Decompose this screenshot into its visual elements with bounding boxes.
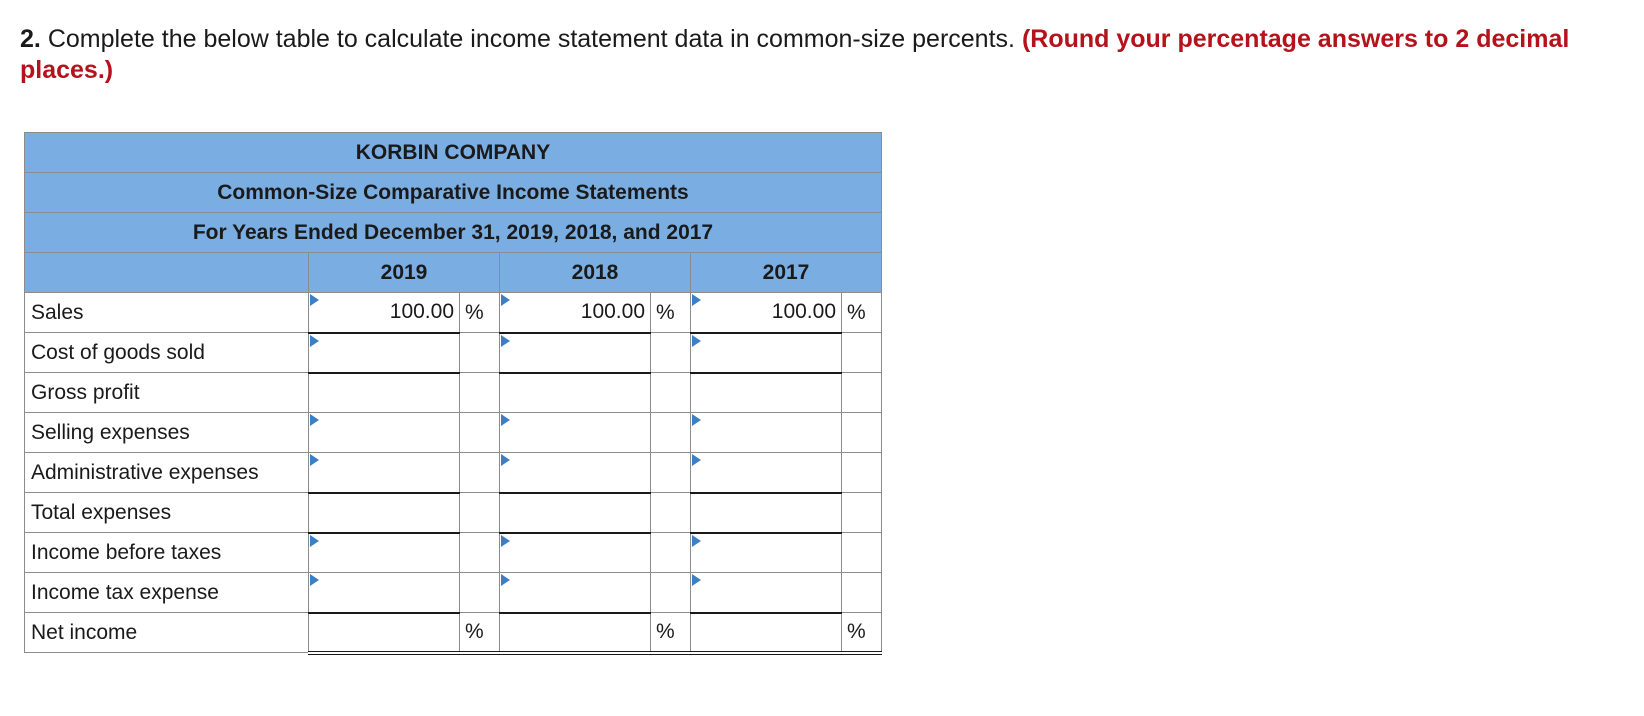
table-row: [25, 293, 882, 333]
gross-profit-2017-input[interactable]: [691, 373, 842, 413]
table-row: [25, 493, 882, 533]
cogs-2017-input[interactable]: [691, 333, 842, 373]
percent-cell: [651, 413, 691, 453]
cogs-2019-input[interactable]: [309, 333, 460, 373]
table-row: [25, 333, 882, 373]
flag-icon: [692, 535, 701, 547]
income-tax-expense-2018-input[interactable]: [500, 573, 651, 613]
net-income-2018-input[interactable]: [500, 613, 651, 653]
sales-2018-cell: [500, 293, 651, 333]
admin-expenses-2017-input[interactable]: [691, 453, 842, 493]
row-label-income-before-taxes: Income before taxes: [25, 533, 309, 573]
row-label-total-expenses: Total expenses: [25, 493, 309, 533]
percent-cell: [842, 453, 882, 493]
percent-sign: %: [651, 613, 691, 653]
flag-icon: [501, 335, 510, 347]
sales-2018-value: 100.00: [580, 300, 645, 324]
income-tax-expense-2017-input[interactable]: [691, 573, 842, 613]
row-label-administrative-expenses: Administrative expenses: [25, 453, 309, 493]
percent-cell: [460, 533, 500, 573]
percent-cell: [842, 533, 882, 573]
net-income-2019-input[interactable]: [309, 613, 460, 653]
percent-cell: [460, 493, 500, 533]
percent-sign: %: [651, 293, 691, 333]
statement-title: Common-Size Comparative Income Statements: [25, 173, 882, 213]
table-row: [25, 413, 882, 453]
flag-icon: [501, 535, 510, 547]
year-header-2017: 2017: [691, 253, 882, 293]
question-number: 2.: [20, 25, 41, 53]
income-before-taxes-2017-input[interactable]: [691, 533, 842, 573]
statement-period: For Years Ended December 31, 2019, 2018, and 2017: [25, 213, 882, 253]
flag-icon: [310, 335, 319, 347]
question-text: [20, 24, 1620, 86]
percent-cell: [651, 453, 691, 493]
percent-cell: [842, 413, 882, 453]
flag-icon: [692, 294, 701, 306]
flag-icon: [501, 574, 510, 586]
flag-icon: [501, 454, 510, 466]
income-tax-expense-2019-input[interactable]: [309, 573, 460, 613]
percent-cell: [651, 493, 691, 533]
row-label-gross-profit: Gross profit: [25, 373, 309, 413]
row-label-net-income: Net income: [25, 613, 309, 653]
percent-cell: [842, 373, 882, 413]
rounding-instruction: (Round your percentage answers to 2 decimal places.): [20, 25, 1570, 84]
selling-expenses-2019-input[interactable]: [309, 413, 460, 453]
selling-expenses-2017-input[interactable]: [691, 413, 842, 453]
common-size-income-statement-table: [24, 132, 882, 655]
flag-icon: [310, 535, 319, 547]
income-before-taxes-2019-input[interactable]: [309, 533, 460, 573]
year-header-2018: 2018: [500, 253, 691, 293]
flag-icon: [501, 294, 510, 306]
flag-icon: [692, 335, 701, 347]
flag-icon: [310, 574, 319, 586]
percent-cell: [842, 333, 882, 373]
flag-icon: [692, 574, 701, 586]
table-row: [25, 453, 882, 493]
percent-cell: [460, 453, 500, 493]
percent-cell: [842, 573, 882, 613]
percent-cell: [460, 413, 500, 453]
percent-sign: %: [842, 293, 882, 333]
flag-icon: [310, 294, 319, 306]
sales-2017-cell: [691, 293, 842, 333]
gross-profit-2018-input[interactable]: [500, 373, 651, 413]
total-expenses-2018-input[interactable]: [500, 493, 651, 533]
net-income-2017-input[interactable]: [691, 613, 842, 653]
percent-sign: %: [460, 613, 500, 653]
table-row: [25, 533, 882, 573]
company-name: KORBIN COMPANY: [25, 133, 882, 173]
percent-cell: [651, 573, 691, 613]
sales-2017-value: 100.00: [771, 300, 836, 324]
question-prompt: Complete the below table to calculate income statement data in common-size percents.: [47, 25, 1015, 53]
percent-cell: [460, 573, 500, 613]
flag-icon: [310, 454, 319, 466]
percent-sign: %: [460, 293, 500, 333]
percent-cell: [651, 373, 691, 413]
row-label-income-tax-expense: Income tax expense: [25, 573, 309, 613]
flag-icon: [692, 454, 701, 466]
percent-cell: [842, 493, 882, 533]
income-before-taxes-2018-input[interactable]: [500, 533, 651, 573]
selling-expenses-2018-input[interactable]: [500, 413, 651, 453]
year-header-2019: 2019: [309, 253, 500, 293]
flag-icon: [692, 414, 701, 426]
percent-cell: [651, 533, 691, 573]
admin-expenses-2019-input[interactable]: [309, 453, 460, 493]
header-blank-cell: [25, 253, 309, 293]
gross-profit-2019-input[interactable]: [309, 373, 460, 413]
row-label-selling-expenses: Selling expenses: [25, 413, 309, 453]
total-expenses-2019-input[interactable]: [309, 493, 460, 533]
sales-2019-value: 100.00: [389, 300, 454, 324]
percent-cell: [460, 373, 500, 413]
table-row: [25, 573, 882, 613]
percent-cell: [651, 333, 691, 373]
table-row: [25, 373, 882, 413]
row-label-sales: Sales: [25, 293, 309, 333]
flag-icon: [310, 414, 319, 426]
row-label-cost-of-goods-sold: Cost of goods sold: [25, 333, 309, 373]
admin-expenses-2018-input[interactable]: [500, 453, 651, 493]
percent-cell: [460, 333, 500, 373]
percent-sign: %: [842, 613, 882, 653]
cogs-2018-input[interactable]: [500, 333, 651, 373]
sales-2019-cell: [309, 293, 460, 333]
flag-icon: [501, 414, 510, 426]
total-expenses-2017-input[interactable]: [691, 493, 842, 533]
table-row: [25, 613, 882, 653]
